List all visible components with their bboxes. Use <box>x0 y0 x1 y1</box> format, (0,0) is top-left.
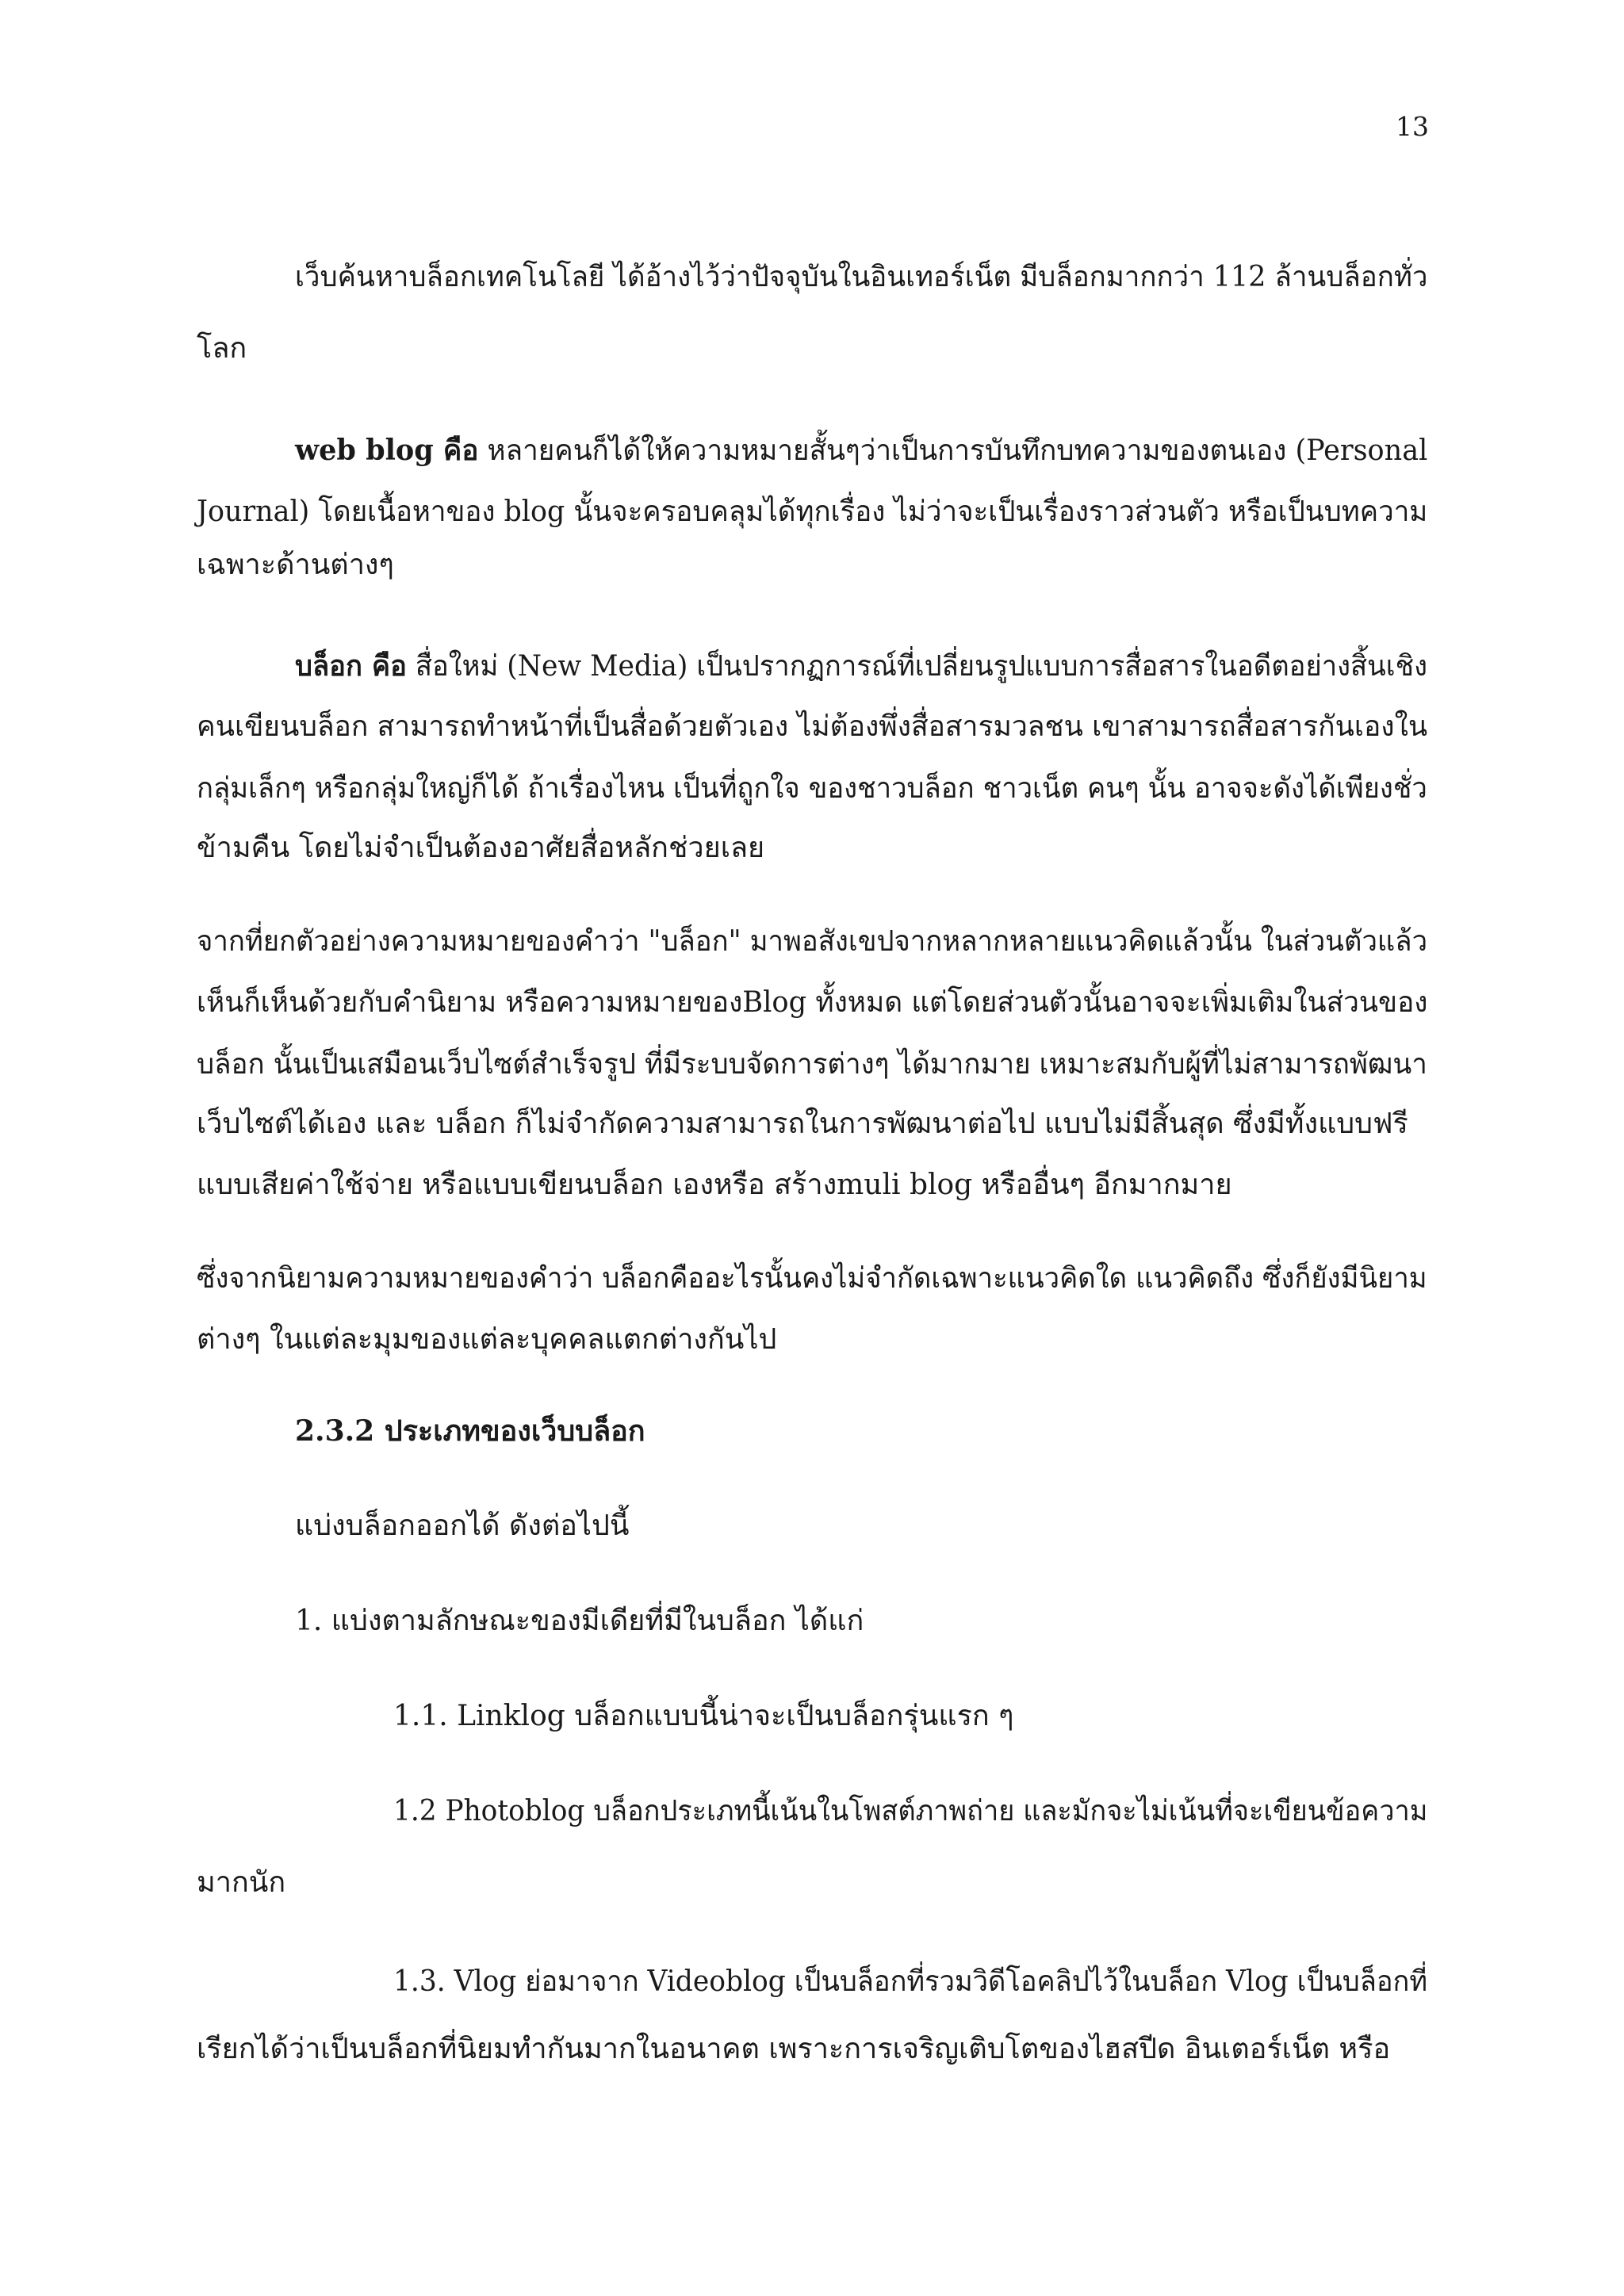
para3-line1-rest: สื่อใหม่ (New Media) เป็นปรากฏการณ์ที่เปลี่ยนรูปแบบการสื่อสารในอดีตอย่างสิ้นเชิง <box>406 650 1428 683</box>
para4-line4: เว็บไซต์ได้เอง และ บล็อก ก็ไม่จำกัดความสามารถในการพัฒนาต่อไป แบบไม่มีสิ้นสุด ซึ่งมีทั้งแบบฟรี <box>197 1108 1408 1140</box>
para4-line5: แบบเสียค่าใช้จ่าย หรือแบบเขียนบล็อก เองหรือ สร้างmuli blog หรืออื่นๆ อีกมากมาย <box>197 1169 1232 1201</box>
para5-line2: ต่างๆ ในแต่ละมุมของแต่ละบุคคลแตกต่างกันไป <box>197 1323 777 1356</box>
list-item-1: 1. แบ่งตามลักษณะของมีเดียที่มีในบล็อก ได้แก่ <box>295 1605 864 1637</box>
para3-line2: คนเขียนบล็อก สามารถทำหน้าที่เป็นสื่อด้วยตัวเอง ไม่ต้องพึ่งสื่อสารมวลชน เขาสามารถสื่อสารกันเองใน <box>197 710 1428 743</box>
para2-line1-rest: หลายคนก็ได้ให้ความหมายสั้นๆว่าเป็นการบันทึกบทความของตนเอง (Personal <box>478 434 1428 467</box>
para2-term: web blog คือ <box>295 434 479 467</box>
list-item-1-2-line1: 1.2 Photoblog บล็อกประเภทนี้เน้นในโพสต์ภาพถ่าย และมักจะไม่เน้นที่จะเขียนข้อความ <box>393 1795 1428 1827</box>
para4-line3: บล็อก นั้นเป็นเสมือนเว็บไซต์สำเร็จรูป ที่มีระบบจัดการต่างๆ ได้มากมาย เหมาะสมกับผู้ที่ไม่สามารถพัฒนา <box>197 1048 1427 1081</box>
para4-line1: จากที่ยกตัวอย่างความหมายของคำว่า "บล็อก" มาพอสังเขปจากหลากหลายแนวคิดแล้วนั้น ในส่วนตัวแล้ว <box>197 925 1428 958</box>
para1-line1: เว็บค้นหาบล็อกเทคโนโลยี ได้อ้างไว้ว่าปัจจุบันในอินเทอร์เน็ต มีบล็อกมากกว่า 112 ล้านบล็อกทั่ว <box>295 261 1428 293</box>
intro-line: แบ่งบล็อกออกได้ ดังต่อไปนี้ <box>295 1510 630 1542</box>
para2-line3: เฉพาะด้านต่างๆ <box>197 549 394 581</box>
page-number: 13 <box>1396 111 1429 142</box>
para3-line1 <box>295 646 1427 687</box>
para3-term: บล็อก คือ <box>295 649 407 683</box>
para5-line1: ซึ่งจากนิยามความหมายของคำว่า บล็อกคืออะไรนั้นคงไม่จำกัดเฉพาะแนวคิดใด แนวคิดถึง ซึ่งก็ยังมีนิยาม <box>197 1262 1427 1295</box>
para2-line1 <box>295 430 1427 471</box>
list-item-1-3-line2: เรียกได้ว่าเป็นบล็อกที่นิยมทำกันมากในอนาคต เพราะการเจริญเติบโตของไฮสปีด อินเตอร์เน็ต หรือ <box>197 2033 1391 2065</box>
list-item-1-1: 1.1. Linklog บล็อกแบบนี้น่าจะเป็นบล็อกรุ่นแรก ๆ <box>393 1700 1014 1732</box>
para1-line2: โลก <box>197 332 247 365</box>
list-item-1-2-line2: มากนัก <box>197 1866 286 1899</box>
list-item-1-3-line1: 1.3. Vlog ย่อมาจาก Videoblog เป็นบล็อกที่รวมวิดีโอคลิปไว้ในบล็อก Vlog เป็นบล็อกที่ <box>393 1965 1428 1998</box>
para2-line2: Journal) โดยเนื้อหาของ blog นั้นจะครอบคลุมได้ทุกเรื่อง ไม่ว่าจะเป็นเรื่องราวส่วนตัว หรือเป็นบทความ <box>197 496 1428 528</box>
section-heading: 2.3.2 ประเภทของเว็บบล็อก <box>295 1414 645 1448</box>
para3-line4: ข้ามคืน โดยไม่จำเป็นต้องอาศัยสื่อหลักช่วยเลย <box>197 832 765 864</box>
para3-line3: กลุ่มเล็กๆ หรือกลุ่มใหญ่ก็ได้ ถ้าเรื่องไหน เป็นที่ถูกใจ ของชาวบล็อก ชาวเน็ต คนๆ นั้น อาจจะดังได้เพียงชั่ว <box>197 772 1427 805</box>
para4-line2: เห็นก็เห็นด้วยกับคำนิยาม หรือความหมายของBlog ทั้งหมด แต่โดยส่วนตัวนั้นอาจจะเพิ่มเติมในส่วนของ <box>197 986 1428 1019</box>
